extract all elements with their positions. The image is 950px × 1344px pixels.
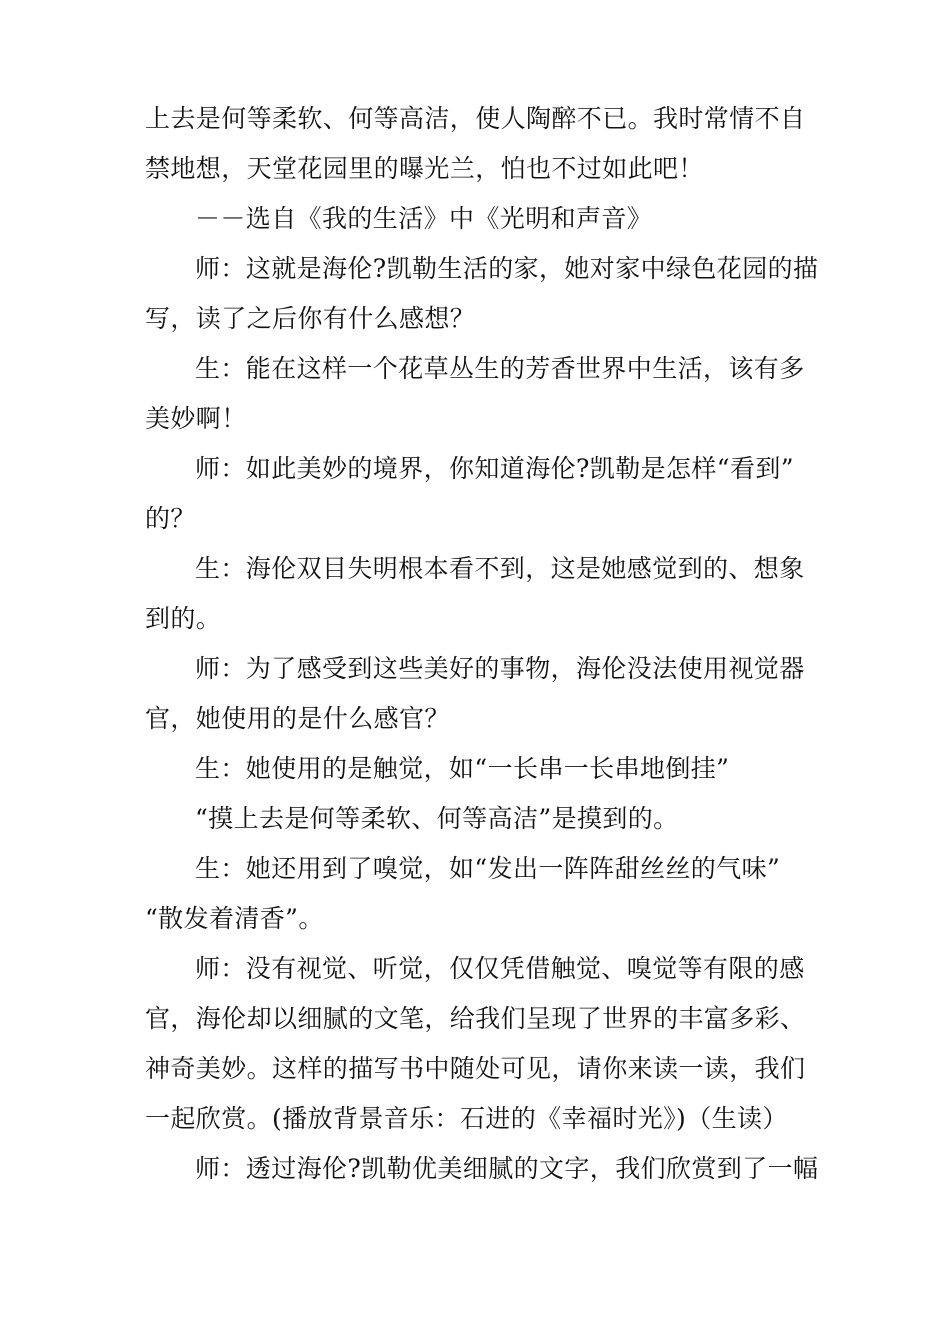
text-line-14: 生：她使用的是触觉，如“一长串一长串地倒挂” [195, 754, 730, 783]
text-line-1: 上去是何等柔软、何等高洁，使人陶醉不已。我时常情不自 [145, 104, 806, 133]
text-line-16: 生：她还用到了嗅觉，如“发出一阵阵甜丝丝的气味” [195, 854, 781, 883]
text-line-17: “散发着清香”。 [145, 904, 324, 933]
text-line-2: 禁地想，天堂花园里的曝光兰，怕也不过如此吧！ [145, 154, 704, 183]
text-line-4: 师：这就是海伦?凯勒生活的家，她对家中绿色花园的描 [195, 254, 819, 283]
text-line-5: 写，读了之后你有什么感想？ [145, 304, 476, 333]
text-line-8: 师：如此美妙的境界，你知道海伦?凯勒是怎样“看到” [195, 454, 794, 483]
text-line-18: 师：没有视觉、听觉，仅仅凭借触觉、嗅觉等有限的感 [195, 954, 805, 983]
text-line-12: 师：为了感受到这些美好的事物，海伦没法使用视觉器 [195, 654, 805, 683]
text-line-21: 一起欣赏。(播放背景音乐：石进的《幸福时光》)（生读） [145, 1104, 788, 1133]
text-line-10: 生：海伦双目失明根本看不到，这是她感觉到的、想象 [195, 554, 805, 583]
text-line-13: 官，她使用的是什么感官？ [145, 704, 450, 733]
text-line-7: 美妙啊！ [145, 404, 247, 433]
text-line-11: 到的。 [145, 604, 222, 633]
text-line-9: 的？ [145, 504, 196, 533]
text-line-15: “摸上去是何等柔软、何等高洁”是摸到的。 [195, 804, 679, 833]
text-line-22: 师：透过海伦?凯勒优美细腻的文字，我们欣赏到了一幅 [195, 1154, 819, 1183]
citation-line: －－选自《我的生活》中《光明和声音》 [195, 204, 653, 233]
text-line-19: 官，海伦却以细腻的文笔，给我们呈现了世界的丰富多彩、 [145, 1004, 806, 1033]
text-line-6: 生：能在这样一个花草丛生的芳香世界中生活，该有多 [195, 354, 805, 383]
text-line-20: 神奇美妙。这样的描写书中随处可见，请你来读一读，我们 [145, 1054, 806, 1083]
